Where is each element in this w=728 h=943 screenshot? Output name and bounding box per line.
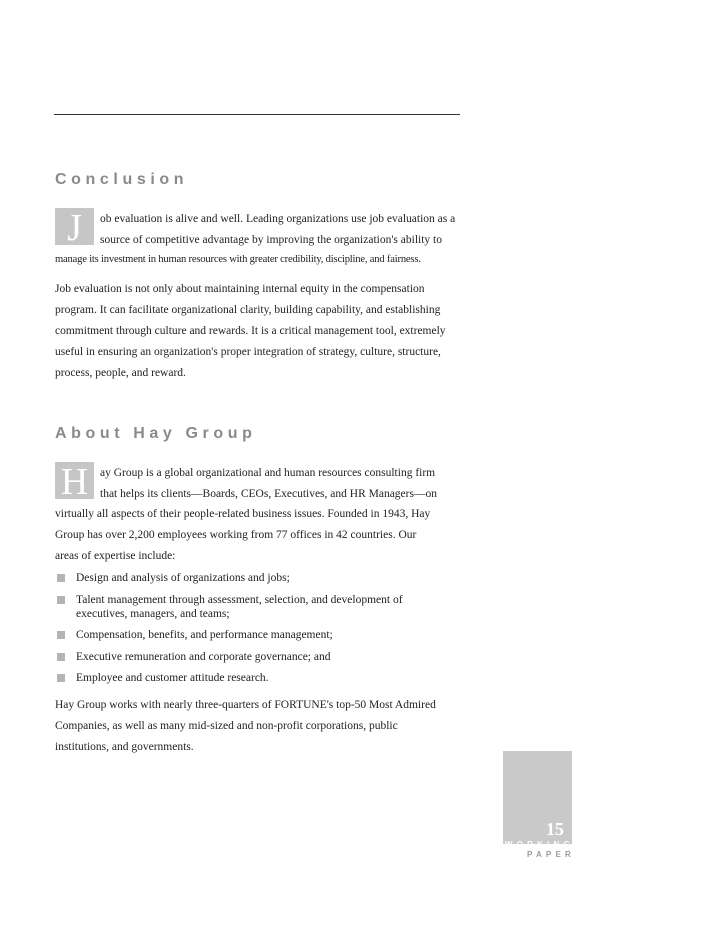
bullet-4-text: Executive remuneration and corporate governance; and: [76, 651, 331, 663]
bullet-marker-5: [57, 674, 65, 682]
about-para2-line1: Hay Group works with nearly three-quarters of FORTUNE's top-50 Most Admired: [55, 699, 436, 711]
conclusion-para2-line2: program. It can facilitate organizational clarity, building capability, and establishing: [55, 304, 441, 316]
bullet-2-text-line2: executives, managers, and teams;: [76, 608, 230, 620]
bullet-5-text: Employee and customer attitude research.: [76, 672, 269, 684]
page-number: 15: [546, 819, 564, 839]
bullet-2-text-line1: Talent management through assessment, selection, and development of: [76, 594, 403, 606]
bullet-marker-4: [57, 653, 65, 661]
about-heading: About Hay Group: [55, 425, 257, 442]
conclusion-para2-line4: useful in ensuring an organization's proper integration of strategy, culture, structure,: [55, 346, 441, 358]
conclusion-para2-line5: process, people, and reward.: [55, 367, 186, 379]
conclusion-para1-line2: source of competitive advantage by improving the organization's ability to: [100, 234, 442, 246]
conclusion-para1-line1: ob evaluation is alive and well. Leading organizations use job evaluation as a: [100, 213, 456, 225]
bullet-marker-3: [57, 631, 65, 639]
about-para1-line3: virtually all aspects of their people-related business issues. Founded in 1943, Hay: [55, 508, 431, 520]
bullet-marker-2: [57, 596, 65, 604]
about-dropcap: H: [55, 462, 94, 499]
bullet-1-text: Design and analysis of organizations and jobs;: [76, 572, 290, 584]
working-label: WORKING: [505, 840, 574, 849]
conclusion-heading: Conclusion: [55, 171, 189, 188]
about-para1-line5: areas of expertise include:: [55, 550, 176, 562]
conclusion-para1-line3: manage its investment in human resources with greater credibility, discipline, and fairness.: [55, 254, 421, 265]
conclusion-para2-line3: commitment through culture and rewards. It is a critical management tool, extremely: [55, 325, 446, 337]
about-para2-line3: institutions, and governments.: [55, 741, 194, 753]
about-para2-line2: Companies, as well as many mid-sized and non-profit corporations, public: [55, 720, 398, 732]
bullet-3-text: Compensation, benefits, and performance management;: [76, 629, 333, 641]
about-para1-line1: ay Group is a global organizational and human resources consulting firm: [100, 467, 436, 479]
bullet-marker-1: [57, 574, 65, 582]
about-para1-line2: that helps its clients—Boards, CEOs, Executives, and HR Managers—on: [100, 488, 437, 500]
conclusion-para2-line1: Job evaluation is not only about maintaining internal equity in the compensation: [55, 283, 425, 295]
top-rule: [54, 114, 460, 115]
paper-label: PAPER: [527, 850, 575, 859]
conclusion-dropcap: J: [55, 208, 94, 245]
about-para1-line4: Group has over 2,200 employees working from 77 offices in 42 countries. Our: [55, 529, 417, 541]
